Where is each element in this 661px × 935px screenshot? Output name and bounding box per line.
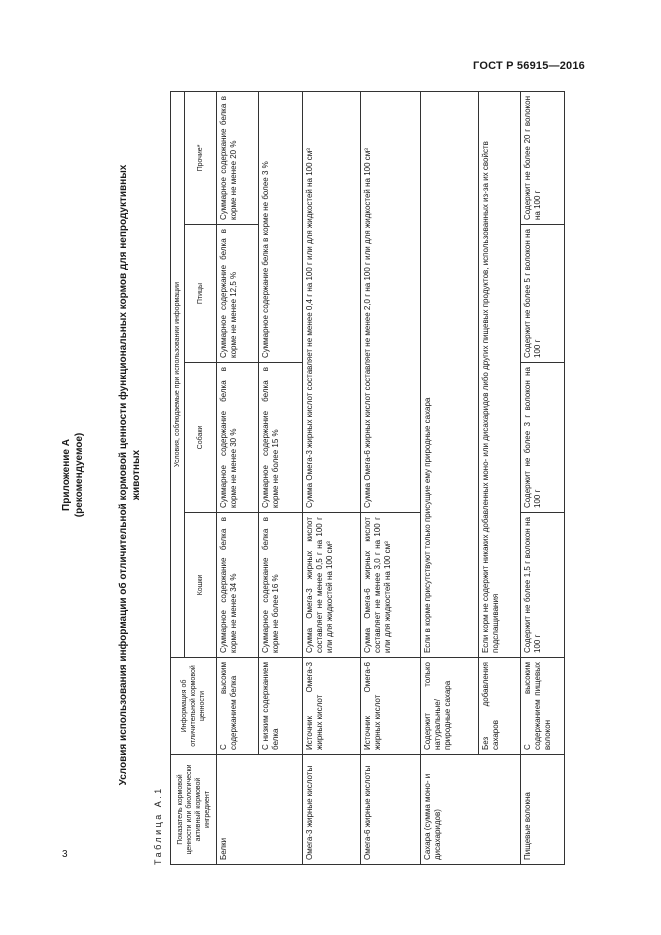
- info-protein-high: С высоким содержанием белка: [217, 658, 259, 755]
- dogs-protein-low: Суммарное содержание белка в корме не более 15 %: [259, 363, 303, 513]
- indicator-omega6: Омега-6 жирные кислоты: [361, 755, 421, 865]
- table-row: [259, 92, 303, 865]
- appendix-title: Приложение А: [61, 439, 72, 511]
- indicator-sugar: Сахара (сумма моно- и дисахаридов): [421, 755, 521, 865]
- info-fiber: С высоким содержанием пищевых волокон: [521, 658, 565, 755]
- indicator-protein: Белки: [217, 755, 303, 865]
- conditions-table: [170, 91, 565, 865]
- indicator-fiber: Пищевые волокна: [521, 755, 565, 865]
- appendix-heading: [60, 85, 86, 865]
- dogs-protein-high: Суммарное содержание белка в корме не менее 30 %: [217, 363, 259, 513]
- header-other: Прочие*: [185, 92, 217, 225]
- header-dogs: Собаки: [185, 363, 217, 513]
- indicator-omega3: Омега-3 жирные кислоты: [303, 755, 361, 865]
- other-protein-high: Суммарное содержание белка в корме не менее 20 %: [217, 92, 259, 225]
- rotated-appendix-content: [60, 85, 590, 865]
- info-omega6: Источник Омега-6 жирных кислот: [361, 658, 421, 755]
- table-row: [421, 92, 479, 865]
- table-caption: Таблица А.1: [153, 786, 163, 865]
- cats-omega6: Сумма Омега-6 жирных кислот составляет не менее 3,0 г на 100 г или для жидкостей на 100 см³: [361, 513, 421, 658]
- cats-omega3: Сумма Омега-3 жирных кислот составляет не менее 0,5 г на 100 г или для жидкостей на 100 см³: [303, 513, 361, 658]
- info-protein-low: С низким содержанием белка: [259, 658, 303, 755]
- page-number: 3: [62, 849, 68, 860]
- document-code: ГОСТ Р 56915—2016: [473, 60, 585, 72]
- appendix-subtitle: (рекомендуемое): [74, 432, 85, 518]
- header-indicator: Показатель кормовой ценности или биологически активный кормовой ингредиент: [171, 755, 217, 865]
- cond-sugar-none: Если корм не содержит никаких добавленных моно- или дисахаридов либо других пищевых продуктов, использованных из-за их свойств подслащивания: [479, 92, 521, 658]
- birds-other-protein-low: Суммарное содержание белка в корме не более 3 %: [259, 92, 303, 363]
- table-row: [521, 92, 565, 865]
- table-row: [303, 92, 361, 865]
- rest-omega3: Сумма Омега-3 жирных кислот составляет не менее 0,4 г на 100 г или для жидкостей на 100 см³: [303, 92, 361, 513]
- table-row: [479, 92, 521, 865]
- table-row: [217, 92, 259, 865]
- info-omega3: Источник Омега-3 жирных кислот: [303, 658, 361, 755]
- birds-protein-high: Суммарное содержание белка в корме не менее 12,5 %: [217, 225, 259, 363]
- cats-protein-high: Суммарное содержание белка в корме не менее 34 %: [217, 513, 259, 658]
- other-fiber: Содержит не более 20 г волокон на 100 г: [521, 92, 565, 225]
- table-row: [361, 92, 421, 865]
- cond-sugar-natural: Если в корме присутствуют только присущие ему природные сахара: [421, 92, 479, 658]
- header-conditions: Условия, соблюдаемые при использовании информации: [171, 92, 185, 658]
- info-sugar-none: Без добавления сахаров: [479, 658, 521, 755]
- info-sugar-natural: Содержит только натуральные/природные сахара: [421, 658, 479, 755]
- cats-fiber: Содержит не более 1,5 г волокон на 100 г: [521, 513, 565, 658]
- birds-fiber: Содержит не более 5 г волокон на 100 г: [521, 225, 565, 363]
- cats-protein-low: Суммарное содержание белка в корме не более 16 %: [259, 513, 303, 658]
- table-title: Условия использования информации об отличительной кормовой ценности функциональных кормов для непродуктивных животных: [118, 164, 142, 786]
- dogs-fiber: Содержит не более 3 г волокон на 100 г: [521, 363, 565, 513]
- header-birds: Птицы: [185, 225, 217, 363]
- rest-omega6: Сумма Омега-6 жирных кислот составляет не менее 2,0 г на 100 г или для жидкостей на 100 см³: [361, 92, 421, 513]
- header-cats: Кошки: [185, 513, 217, 658]
- header-info: Информация об отличительной кормовой ценности: [171, 658, 217, 755]
